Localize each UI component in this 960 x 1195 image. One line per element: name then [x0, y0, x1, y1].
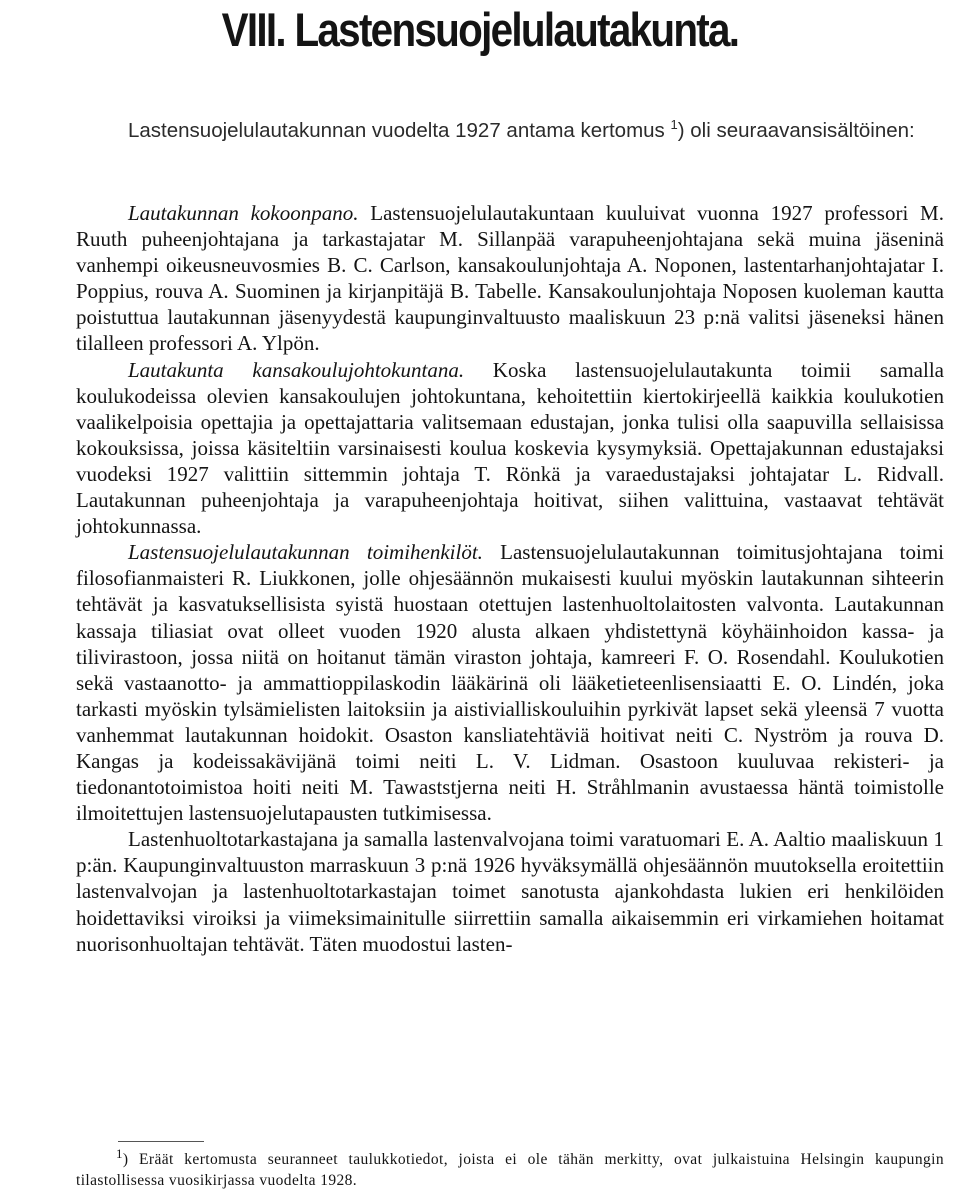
- footnote-mark: 1: [116, 1145, 123, 1161]
- section-heading-staff: Lastensuojelulautakunnan toimihenkilöt.: [128, 540, 483, 565]
- section-heading-composition: Lautakunnan kokoonpano.: [128, 201, 359, 225]
- footnote: [76, 1145, 944, 1191]
- section-staff: [76, 539, 944, 826]
- section-text-composition: Lastensuojelulautakuntaan kuuluivat vuonna 1927 professori M. Ruuth puheenjohtajana ja tarkastajatar M. Sillanpää varapuheenjohtajana sekä muina jäseninä vanhempi oikeusneuvosmies B. C. Carlson, kansakoulunjohtaja A. Noponen, lastentarhanjohtajatar I. Poppius, rouva A. Suominen ja kirjanpitäjä B. Tabelle. Kansakoulunjohtaja Noposen kuoleman kautta poistuttua lautakunnan jäsenyydestä kaupunginvaltuusto maaliskuun 23 p:nä valitsi jäseneksi hänen tilalleen professori A. Ylpön.: [76, 201, 944, 356]
- intro-paragraph: [76, 115, 944, 146]
- body-text: [76, 200, 944, 957]
- footnote-reference: 1: [670, 117, 678, 133]
- section-text-inspector: Lastenhuoltotarkastajana ja samalla lastenvalvojana toimi varatuomari E. A. Aaltio maaliskuun 1 p:än. Kaupunginvaltuuston marraskuun 3 p:nä 1926 hyväksymällä ohjesäännön muutoksella eroitettiin lastenvalvojan ja lastenhuoltotarkastajan toimet sanotusta ajankohdasta lukien eri henkilöiden hoidettaviksi viroiksi ja viimeksimainitulle siirrettiin samalla aikaisemmin eri virkamiehen hoitamat nuorisonhuoltajan tehtävät. Täten muodostui lasten-: [76, 827, 944, 956]
- section-text-staff: Lastensuojelulautakunnan toimitusjohtajana toimi filosofianmaisteri R. Liukkonen, jolle ohjesäännön mukaisesti kuului myöskin lautakunnan sihteerin tehtävät ja kasvatuksellisista syistä huostaan otettujen lastenhuoltolaitosten valvonta. Lautakunnan kassaja tiliasiat ovat olleet vuoden 1920 alusta alkaen yhdistettynä köyhäinhoidon kassa- ja tilivirastoon, jossa niitä on hoitanut tämän viraston johtaja, kamreeri F. O. Rosendahl. Koulukotien sekä vastaanotto- ja ammattioppilaskodin lääkärinä oli lääketieteenlisensiaatti E. O. Lindén, joka tarkasti myöskin tylsämielisten laitoksiin ja aistivialliskouluihin pyrkivät lapset sekä yleensä 7 vuotta vanhemmat lautakunnan hoidokit. Osaston kansliatehtäviä hoitivat neiti C. Nyström ja rouva D. Kangas ja kodeissakävijänä toimi neiti L. V. Lidman. Osastoon kuuluvaa rekisteri- ja tiedonantotoimistoa hoiti neiti M. Tawaststjerna neiti H. Stråhlmanin avustaessa häntä toimistolle ilmoitettujen lastensuojelutapausten tutkimisessa.: [76, 540, 944, 826]
- intro-text-before: Lastensuojelulautakunnan vuodelta 1927 antama kertomus: [128, 119, 671, 142]
- section-school-board: [76, 357, 944, 540]
- intro-text-after: ) oli seuraavansisältöinen:: [677, 119, 915, 142]
- section-composition: [76, 200, 944, 357]
- chapter-title: VIII. Lastensuojelulautakunta.: [221, 3, 739, 56]
- section-inspector: [76, 826, 944, 956]
- section-text-school-board: Koska lastensuojelulautakunta toimii samalla koulukodeissa olevien kansakoulujen johtokuntana, kehoitettiin kiertokirjeellä kaikkia koulukotien vaalikelpoisia opettajia ja opettajattaria valitsemaan edustajan, jonka tulisi olla saapuvilla sellaisissa kokouksissa, joissa käsiteltiin varsinaisesti koulua koskevia kysymyksiä. Opettajakunnan edustajaksi vuodeksi 1927 valittiin sittemmin johtaja T. Rönkä ja varaedustajaksi johtajatar L. Ridvall. Lautakunnan puheenjohtaja ja varapuheenjohtaja hoitivat, siihen valittuina, vastaavat tehtävät johtokunnassa.: [76, 357, 944, 539]
- section-heading-school-board: Lautakunta kansakoulujohtokuntana.: [128, 357, 465, 382]
- footnote-text: ) Eräät kertomusta seuranneet taulukkotiedot, joista ei ole tähän merkitty, ovat julkaistuina Helsingin kaupungin tilastollisessa vuosikirjassa vuodelta 1928.: [76, 1151, 944, 1189]
- footnote-divider: [118, 1141, 204, 1142]
